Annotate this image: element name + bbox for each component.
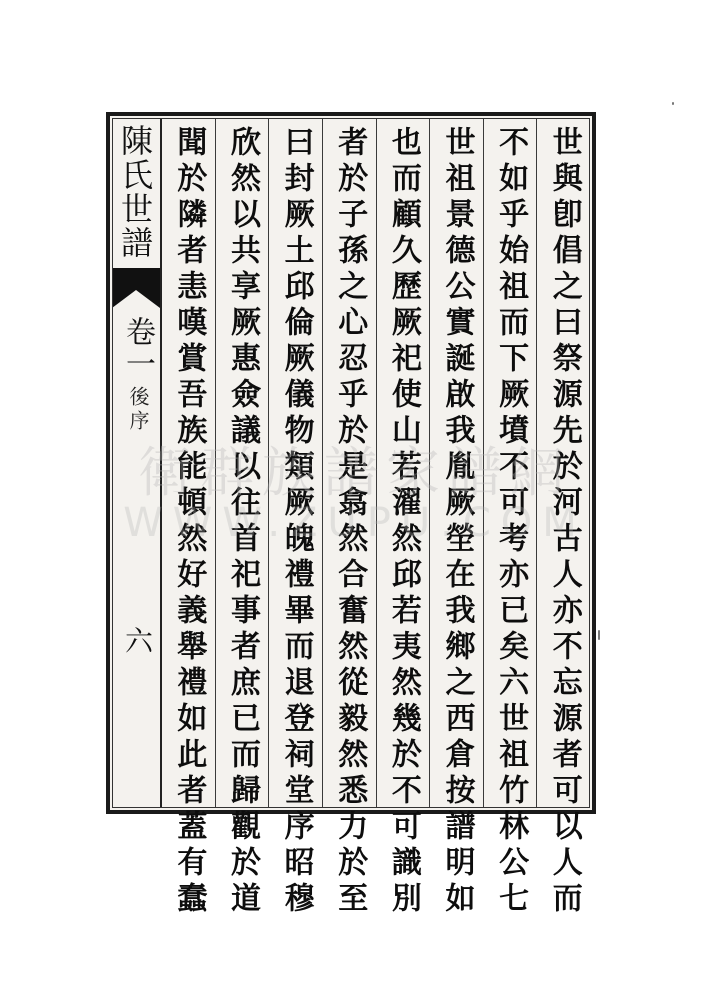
text-column-4 xyxy=(376,118,430,918)
column-text: 不如乎始祖而下厥墳不可考亦已矣六世祖竹林公七 xyxy=(493,126,529,918)
text-column-1 xyxy=(536,118,590,918)
column-text: 者於子孫之心忍乎於是翕然合奮然從毅然悉力於至 xyxy=(332,126,368,918)
spine-title: 陳氏世譜 xyxy=(116,124,154,260)
book-page xyxy=(106,112,596,918)
watermark-url: WWW.ZUPU.COM xyxy=(123,500,587,546)
text-column-5 xyxy=(322,118,376,918)
scan-speck xyxy=(672,102,674,105)
spine-section: 後序 xyxy=(126,386,150,434)
text-columns xyxy=(162,118,590,918)
page-spine xyxy=(112,118,162,808)
watermark-text: 衛群族譜家譜網 xyxy=(138,441,572,504)
spine-page-number: 六 xyxy=(121,626,154,654)
column-text: 曰封厥土邱倫厥儀物類厥魄禮畢而退登祠堂序昭穆 xyxy=(278,126,314,918)
column-text: 也而顧久歷厥祀使山若濯然邱若夷然幾於不可識別 xyxy=(385,126,421,918)
column-text: 欣然以共享厥惠僉議以往首祀事者庶已而歸觀於道 xyxy=(224,126,260,918)
scan-speck xyxy=(598,630,600,640)
column-text: 世與卽倡之曰祭源先於河古人亦不忘源者可以人而 xyxy=(546,126,582,918)
text-column-3 xyxy=(429,118,483,918)
text-column-2 xyxy=(483,118,537,918)
fishtail-mark-icon xyxy=(112,268,160,308)
spine-volume: 卷一 xyxy=(120,316,155,380)
column-text: 聞於隣者恚嘆賞吾族能頓然好義舉禮如此者蓋有蠢 xyxy=(171,126,207,918)
text-column-7 xyxy=(215,118,269,918)
column-text: 世祖景德公實誕啟我胤厥塋在我鄉之西倉按譜明如 xyxy=(439,126,475,918)
text-column-6 xyxy=(268,118,322,918)
text-column-8 xyxy=(162,118,215,918)
